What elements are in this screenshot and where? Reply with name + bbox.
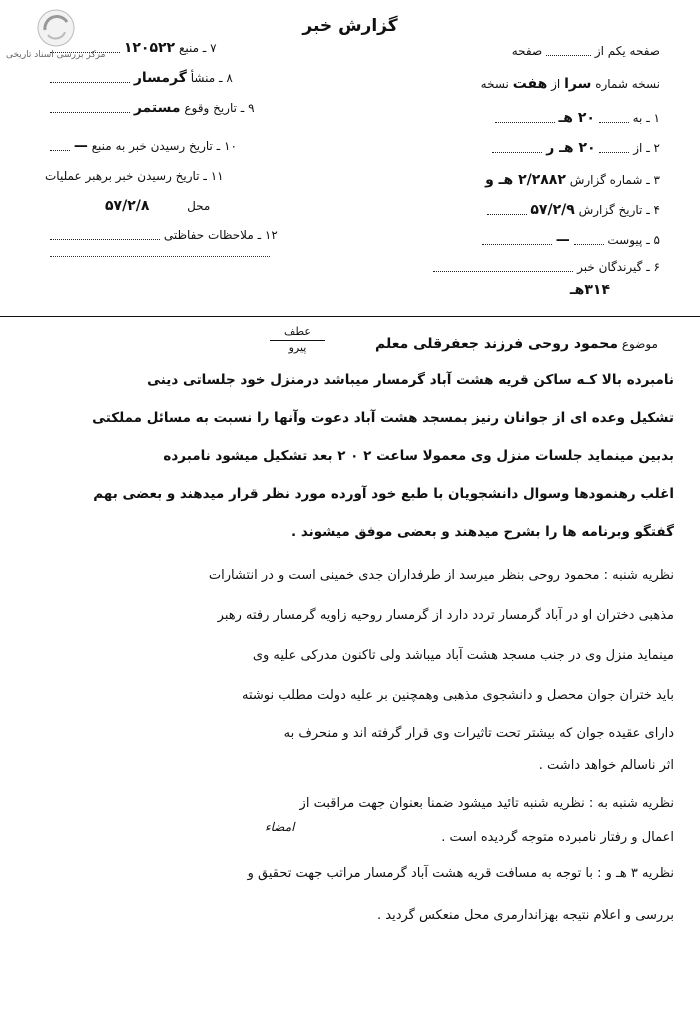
- field-copy-number: نسخه شماره سرا از هفت نسخه: [480, 76, 660, 92]
- field-origin: ۸ ـ منشأ گرمسار: [50, 70, 233, 86]
- body-line: تشکیل وعده ای از جوانان رنیز بمسجد هشت آباد دعوت وآنها را نسبت به مسائل مملکتی: [92, 410, 674, 426]
- field-report-number: ۳ ـ شماره گزارش ۲/۲۸۸۲ هـ و: [485, 172, 660, 188]
- body-line: اغلب رهنمودها وسوال دانشجویان با طبع خود آورده مورد نظر قرار میدهند و بعضی بهم: [93, 486, 674, 502]
- field-receipt-to-source: ۱۰ ـ تاریخ رسیدن خبر به منبع —: [50, 138, 237, 154]
- field-from: ۲ ـ از ۲۰ هـ ر: [492, 140, 660, 156]
- report-title: گزارش خبر: [302, 16, 398, 36]
- field-report-date: ۴ ـ تاریخ گزارش ۵۷/۲/۹: [487, 202, 660, 218]
- note-line: مینماید منزل وی در جنب مسجد هشت آباد میباشد ولی تاکنون مدرکی علیه وی: [252, 648, 674, 663]
- field-page: صفحه یکم از صفحه: [511, 44, 660, 58]
- field-event-date: ۹ ـ تاریخ وقوع مستمر: [50, 100, 255, 116]
- body-line: گفتگو وبرنامه ها را بشرح میدهند و بعضی موفق میشوند .: [291, 524, 674, 540]
- note2-line: اعمال و رفتار نامبرده متوجه گردیده است .: [441, 830, 674, 845]
- note2-line: نظریه شنبه به : نظریه شنبه تائید میشود ضمنا بعنوان جهت مراقبت از: [299, 796, 674, 811]
- reference-box: عطف پیرو: [270, 325, 325, 354]
- body-line: نامبرده بالا کـه ساکن قریه هشت آباد گرمسار میباشد درمنزل خود جلساتی دینی: [147, 372, 674, 388]
- field-receipt-to-source-value: —: [73, 138, 88, 154]
- archive-logo-text: مرکز بررسی اسناد تاریخی: [6, 50, 106, 60]
- subject-value: محمود روحی فرزند جعفرقلی معلم: [375, 336, 618, 352]
- note-line: نظریه شنبه : محمود روحی بنظر میرسد از طرفداران جدی خمینی است و در انتشارات: [208, 568, 674, 583]
- field-receipt-to-ops: ۱۱ ـ تاریخ رسیدن خبر برهبر عملیات: [45, 169, 224, 183]
- field-recipients-value: ۳۱۴هـ: [569, 282, 610, 298]
- note-line: اثر ناسالم خواهد داشت .: [538, 758, 674, 773]
- note-line: دارای عقیده جوان که بیشتر تحت تاثیرات وی قرار گرفته اند و منحرف به: [283, 726, 674, 741]
- subject-line: موضوع محمود روحی فرزند جعفرقلی معلم: [375, 336, 658, 352]
- field-to: ۱ ـ به ۲۰ هـ: [495, 110, 660, 126]
- field-event-date-value: مستمر: [133, 100, 181, 116]
- body-line: بدبین مینماید جلسات منزل وی معمولا ساعت ۲ ۰ ۲ بعد تشکیل میشود نامبرده: [163, 448, 674, 464]
- field-place-value: ۵۷/۲/۸: [105, 198, 150, 214]
- field-recipients: ۶ ـ گیرندگان خبر: [433, 260, 660, 274]
- field-attachment: ۵ ـ پیوست —: [482, 232, 660, 248]
- field-place: محل ۵۷/۲/۸: [105, 198, 211, 214]
- header-separator: [0, 316, 700, 317]
- field-source-value: ۱۲۰۵۲۲: [123, 40, 176, 56]
- note3-line: نظریه ۳ هـ و : با توجه به مسافت قریه هشت آباد گرمسار مراتب جهت تحقیق و: [247, 866, 674, 881]
- note3-line: بررسی و اعلام نتیجه بهزاندارمری محل منعکس گردید .: [376, 908, 674, 923]
- field-source: ۷ ـ منبع ۱۲۰۵۲۲: [50, 40, 217, 56]
- signature-1: امضاء: [265, 820, 295, 834]
- dotted-line: [50, 256, 270, 257]
- field-security-notes: ۱۲ ـ ملاحظات حفاظتی: [50, 228, 278, 242]
- note-line: مذهبی دختران او در آباد گرمسار تردد دارد از گرمسار روحیه زاویه گرمسار رفته رهبر: [217, 608, 674, 623]
- field-origin-value: گرمسار: [133, 70, 187, 86]
- note-line: باید ختران جوان محصل و دانشجوی مذهبی وهمچنین بر علیه دولت مطلب نوشته: [242, 688, 674, 703]
